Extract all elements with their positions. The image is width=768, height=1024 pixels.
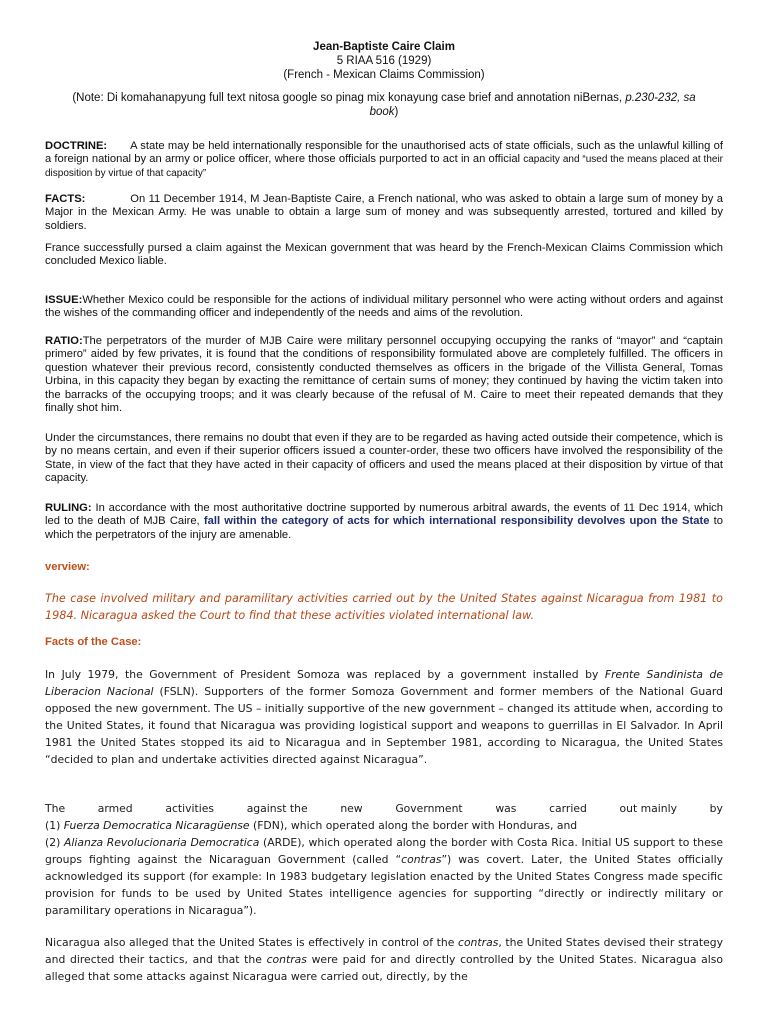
fc-p3-italic-1: contras <box>458 936 499 949</box>
fc-p2-line-2 <box>45 817 723 834</box>
doctrine-text: A state may be held internationally responsible for the unauthorised acts of state officials, such as the unlawful killing of a foreign national by an army or police officer, where those officials purported to act in an official <box>45 140 723 166</box>
fc-p2-word: out mainly <box>619 802 677 815</box>
fc-p2-word: carried <box>549 802 587 815</box>
fc-p2-end: ”) was covert. Later, the United States officially acknowledged its support (for example: In 1983 budgetary legislation enacted by the United States Congress made specific provision for funds to be used by United States intelligence agencies for supporting “directly or indirectly military or paramilitary operations in Nicaragua”). <box>45 853 723 917</box>
facts-case-paragraph-2 <box>45 800 723 919</box>
overview-heading-wrap <box>45 561 723 573</box>
ruling-text: In accordance with the most authoritative doctrine supported by numerous arbitral awards, the events of 11 Dec 1914, which led to the death of MJB Caire, <box>45 502 723 528</box>
doctrine-text-small: capacity and “used the means placed at their disposition by virtue of that capacity” <box>45 154 723 179</box>
doctrine-section <box>45 140 723 180</box>
facts-text-2: France successfully pursed a claim against the Mexican government that was heard by the French-Mexican Claims Commission which concluded Mexico liable. <box>45 242 723 268</box>
fc-p2-word: activities <box>165 802 215 815</box>
fc-p2-l2-a: (1) <box>45 819 64 832</box>
fc-p2-word: The <box>45 802 66 815</box>
fc-p2-line-1 <box>45 800 723 817</box>
fc-p1-a: In July 1979, the Government of President Somoza was replaced by a government installed by <box>45 668 605 681</box>
note-text: (Note: Di komahanapyung full text nitosa google so pinag mix konayung case brief and annotation niBernas, <box>72 92 626 104</box>
ratio-text-2: Under the circumstances, there remains no doubt that even if they are to be regarded as having acted outside their competence, which is by no means certain, and even if their superior officers issued a counter-order, these two officers have involved the responsibility of the State, in view of the fact that they have acted in their capacity of officers and used the means placed at their disposition by virtue of that capacity. <box>45 432 723 485</box>
overview-heading: verview: <box>45 561 90 573</box>
issue-section <box>45 294 723 321</box>
ruling-section <box>45 502 723 542</box>
fc-p3-a: Nicaragua also alleged that the United States is effectively in control of the <box>45 936 459 949</box>
case-header <box>0 40 768 82</box>
note-reference: p.230-232, sa book <box>369 92 696 118</box>
ruling-label: RULING: <box>45 502 92 514</box>
editor-note <box>60 91 708 119</box>
fc-p2-contras: contras <box>401 853 442 866</box>
facts-label: FACTS: <box>45 193 86 205</box>
facts-case-heading: Facts of the Case: <box>45 636 142 648</box>
fc-p2-word: by <box>709 802 723 815</box>
facts-text: On 11 December 1914, M Jean-Baptiste Caire, a French national, who was asked to obtain a large sum of money by a Major in the Mexican Army. He was unable to obtain a large sum of money and was subsequently arrested, tortured and killed by soldiers. <box>45 193 723 232</box>
fc-p3-c: were paid for and directly controlled by the United States. Nicaragua also alleged that some attacks against Nicaragua were carried out, directly, by the <box>45 953 724 983</box>
overview-section <box>45 590 723 624</box>
fc-p2-word: new <box>340 802 363 815</box>
fc-p2-rest-text: (ARDE), which operated along the border with Costa Rica. Initial US support to these groups fighting against the Nicaraguan Government (called “ <box>45 836 724 866</box>
fc-p1-b: (FSLN). Supporters of the former Somoza Government and former members of the National Guard opposed the new government. The US – initially supportive of the new government – changed its attitude when, according to the United States, it found that Nicaragua was providing logistical support and weapons to guerrillas in El Salvador. In April 1981 the United States stopped its aid to Nicaragua and in September 1981, according to Nicaragua, the United States “decided to plan and undertake activities directed against Nicaragua”. <box>45 685 723 766</box>
issue-text: Whether Mexico could be responsible for the actions of individual military personnel who were acting without orders and against the wishes of the commanding officer and independently of the needs and aims of the revolution. <box>45 294 723 320</box>
fc-p2-word: was <box>495 802 517 815</box>
issue-label: ISSUE: <box>45 294 83 306</box>
ratio-text: The perpetrators of the murder of MJB Caire were military personnel occupying occupying the ranks of “mayor” and “captain primero” aided by few privates, it is found that the conditions of responsibility formulated above are completely fulfilled. The officers in question whatever their previous record, consistently conducted themselves as officers in the brigade of the Villista General, Tomas Urbina, in this capacity they began by exacting the remittance of certain sums of money; they continued by having the victim taken into the barracks of the occupying troops; and it was clearly because of the refusal of M. Caire to meet their repeated demands that they finally shot him. <box>45 335 723 415</box>
ruling-highlight: fall within the category of acts for which international responsibility devolves upon the State <box>203 515 710 528</box>
facts-case-paragraph-1 <box>45 666 723 768</box>
fc-p2-l3-a: (2) <box>45 836 64 849</box>
note-end: ) <box>394 106 399 118</box>
fc-p2-word: against the <box>246 802 308 815</box>
ratio-section <box>45 335 723 415</box>
fc-p2-word: armed <box>97 802 133 815</box>
fc-p3-italic-2: contras <box>266 953 307 966</box>
fc-p1-italic: Frente Sandinista de Liberacion Nacional <box>45 668 724 698</box>
fc-p3-b: , the United States devised their strategy and directed their tactics, and that the <box>45 936 723 966</box>
overview-text: The case involved military and paramilitary activities carried out by the United States against Nicaragua from 1981 to 1984. Nicaragua asked the Court to find that these activities violated international law. <box>45 592 723 622</box>
facts-case-paragraph-3 <box>45 934 723 985</box>
doctrine-label: DOCTRINE: <box>45 140 108 152</box>
fc-p2-l2-b: (FDN), which operated along the border with Honduras, and <box>249 819 578 832</box>
facts-case-heading-wrap <box>45 636 723 648</box>
fc-p2-rest <box>45 834 723 919</box>
ruling-end: to which the perpetrators of the injury are amenable. <box>45 515 723 541</box>
case-citation: 5 RIAA 516 (1929) <box>336 55 432 67</box>
case-title: Jean-Baptiste Caire Claim <box>313 41 455 53</box>
commission-name: (French - Mexican Claims Commission) <box>283 69 485 81</box>
ratio-continued <box>45 432 723 486</box>
facts-continued <box>45 242 723 269</box>
fc-p2-word: Government <box>395 802 463 815</box>
fc-p2-l3-italic: Alianza Revolucionaria Democratica <box>63 836 260 849</box>
ratio-label: RATIO: <box>45 335 83 347</box>
fc-p2-l2-italic: Fuerza Democratica Nicaragüense <box>63 819 250 832</box>
facts-section <box>45 193 723 233</box>
